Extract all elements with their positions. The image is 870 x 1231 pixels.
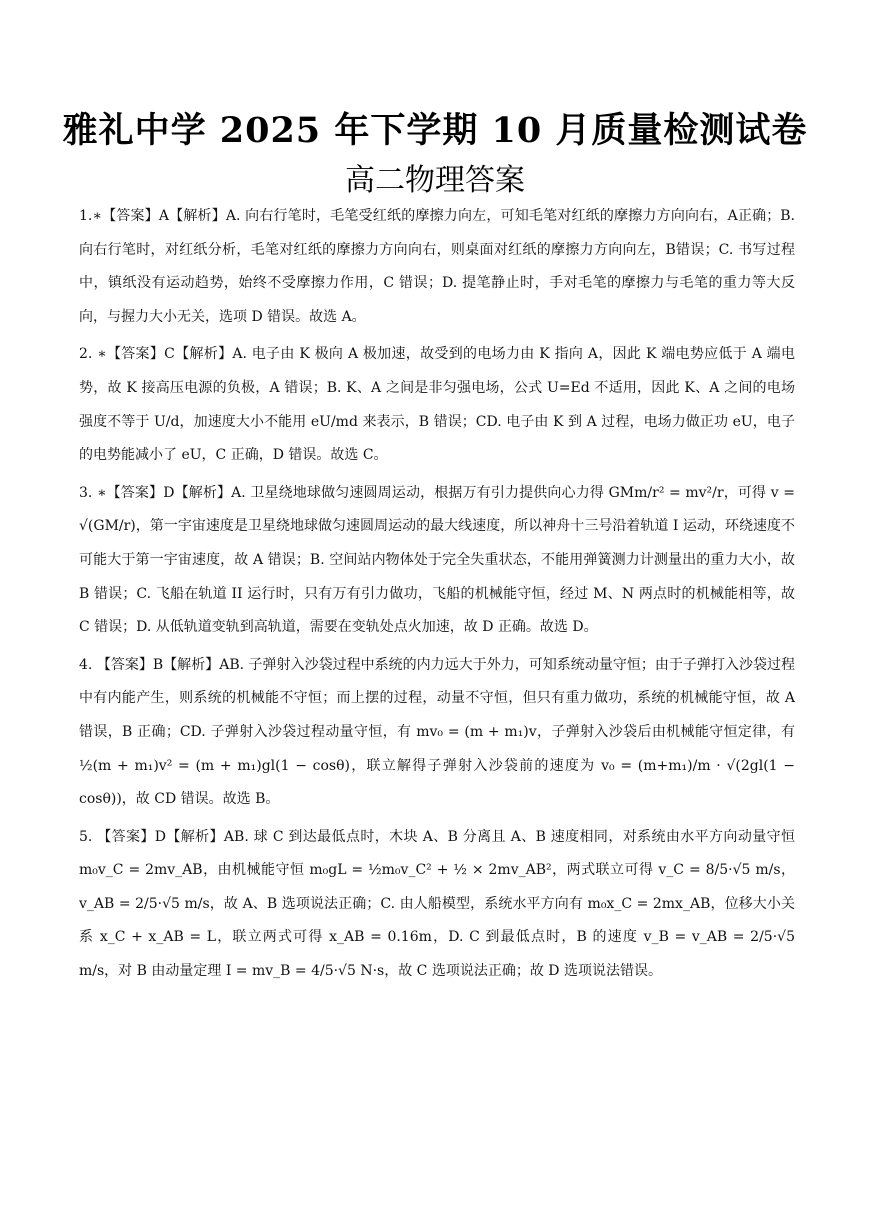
answer-item-3: 3. ∗【答案】D【解析】A. 卫星绕地球做匀速圆周运动，根据万有引力提供向心力得 GMm/r² = mv²/r，可得 v = √(GM/r)，第一宇宙速度是卫星绕地球做匀速圆周运动的最大线速度，所以神舟十三号沿着轨道 I 运动，环绕速度不可能大于第一宇宙速度，故 A 错误；B. 空间站内物体处于完全失重状态，不能用弹簧测力计测量出的重力大小，故 B 错误；C. 飞船在轨道 II 运行时，只有万有引力做功，飞船的机械能守恒，经过 M、N 两点时的机械能相等，故 C 错误；D. 从低轨道变轨到高轨道，需要在变轨处点火加速，故 D 正确。故选 D。 — [79, 484, 795, 636]
answer-item-1: 1.∗【答案】A【解析】A. 向右行笔时，毛笔受红纸的摩擦力向左，可知毛笔对红纸的摩擦力方向向右，A正确；B. 向右行笔时，对红纸分析，毛笔对红纸的摩擦力方向向右，则桌面对红纸的摩擦力方向向左，B错误；C. 书写过程中，镇纸没有运动趋势，始终不受摩擦力作用，C 错误；D. 提笔静止时，手对毛笔的摩擦力与毛笔的重力等大反向，与握力大小无关，选项 D 错误。故选 A。 — [79, 208, 795, 325]
answer-item-4: 4. 【答案】B【解析】AB. 子弹射入沙袋过程中系统的内力远大于外力，可知系统动量守恒；由于子弹打入沙袋过程中有内能产生，则系统的机械能不守恒；而上摆的过程，动量不守恒，但只有重力做功，系统的机械能守恒，故 A 错误，B 正确；CD. 子弹射入沙袋过程动量守恒，有 mv₀ = (m + m₁)v，子弹射入沙袋后由机械能守恒定律，有 ½(m + m₁)v² = (m + m₁)gl(1 − cosθ)，联立解得子弹射入沙袋前的速度为 v₀ = (m+m₁)/m · √(2gl(1 − cosθ))，故 CD 错误。故选 B。 — [79, 656, 795, 808]
page-subtitle: 高二物理答案 — [345, 163, 525, 198]
page-title: 雅礼中学 2025 年下学期 10 月质量检测试卷 — [62, 110, 808, 151]
answer-item-5: 5. 【答案】D【解析】AB. 球 C 到达最低点时，木块 A、B 分离且 A、B 速度相同，对系统由水平方向动量守恒 m₀v_C = 2mv_AB，由机械能守恒 m₀gL = ½m₀v_C² + ½ × 2mv_AB²，两式联立可得 v_C = 8/5·√5 m/s，v_AB = 2/5·√5 m/s，故 A、B 选项说法正确；C. 由人船模型，系统水平方向有 m₀x_C = 2mx_AB，位移大小关系 x_C + x_AB = L，联立两式可得 x_AB = 0.16m，D. C 到最低点时，B 的速度 v_B = v_AB = 2/5·√5 m/s，对 B 由动量定理 I = mv_B = 4/5·√5 N·s，故 C 选项说法正确；故 D 选项说法错误。 — [79, 828, 795, 980]
answer-list — [79, 200, 795, 989]
answer-item-2: 2. ∗【答案】C【解析】A. 电子由 K 极向 A 极加速，故受到的电场力由 K 指向 A，因此 K 端电势应低于 A 端电势，故 K 接高压电源的负极，A 错误；B. K、A 之间是非匀强电场，公式 U=Ed 不适用，因此 K、A 之间的电场强度不等于 U/d，加速度大小不能用 eU/md 来表示，B 错误；CD. 电子由 K 到 A 过程，电场力做正功 eU，电子的电势能减小了 eU，C 正确，D 错误。故选 C。 — [79, 346, 795, 464]
